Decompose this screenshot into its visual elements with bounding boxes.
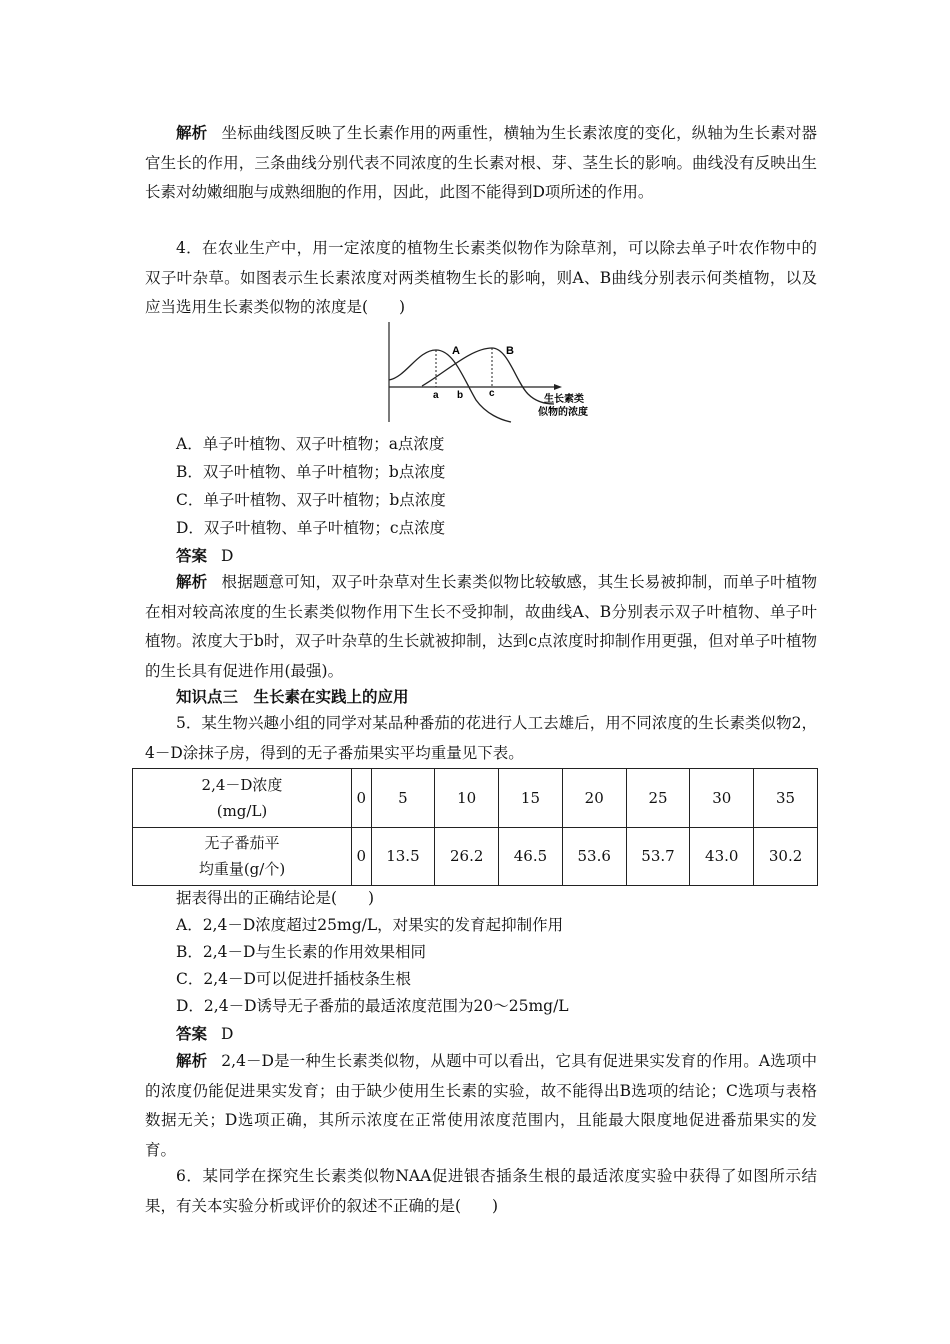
analysis-label: 解析	[176, 572, 208, 591]
auxin-response-figure	[376, 322, 606, 426]
x-axis-label-line1: 生长素类	[544, 394, 584, 405]
table-cell: 5	[371, 769, 435, 828]
row-header-weight: 无子番茄平 均重量(g/个)	[133, 827, 352, 886]
answer-label: 答案	[176, 546, 208, 565]
curve-b-label: B	[506, 345, 514, 357]
q5-analysis	[145, 1046, 817, 1165]
q4-option-c: C．单子叶植物、双子叶植物；b点浓度	[176, 491, 446, 509]
table-cell: 0	[352, 827, 372, 886]
analysis-label: 解析	[176, 123, 208, 142]
table-cell: 35	[754, 769, 818, 828]
table-cell: 53.6	[562, 827, 626, 886]
point-c-label: c	[489, 388, 495, 399]
q4-analysis	[145, 567, 817, 686]
q5-option-d: D．2,4－D诱导无子番茄的最适浓度范围为20～25mg/L	[176, 997, 569, 1015]
analysis-text: 根据题意可知，双子叶杂草对生长素类似物比较敏感，其生长易被抑制，而单子叶植物在相对较高浓度的生长素类似物作用下生长不受抑制，故曲线A、B分别表示双子叶植物、单子叶植物。浓度大于b时，双子叶杂草的生长就被抑制，达到c点浓度时抑制作用更强，但对单子叶植物的生长具有促进作用(最强)。	[145, 573, 817, 680]
table-cell: 25	[626, 769, 690, 828]
curve-b	[422, 348, 554, 404]
table-cell: 30	[690, 769, 754, 828]
q5-option-c: C．2,4－D可以促进扦插枝条生根	[176, 970, 411, 988]
table-cell: 46.5	[499, 827, 563, 886]
q5-option-b: B．2,4－D与生长素的作用效果相同	[176, 943, 426, 961]
q4-option-a: A．单子叶植物、双子叶植物；a点浓度	[176, 435, 445, 453]
x-axis-label-line2: 似物的浓度	[538, 407, 588, 418]
table-cell: 53.7	[626, 827, 690, 886]
table-row	[133, 769, 818, 828]
analysis-label: 解析	[176, 1051, 208, 1070]
analysis-paragraph-top	[145, 118, 817, 208]
q4-option-d: D．双子叶植物、单子叶植物；c点浓度	[176, 519, 446, 537]
section-heading: 知识点三 生长素在实践上的应用	[176, 687, 409, 706]
analysis-text: 2,4－D是一种生长素类似物，从题中可以看出，它具有促进果实发育的作用。A选项中的浓度仍能促进果实发育；由于缺少使用生长素的实验，故不能得出B选项的结论；C选项与表格数据无关；D选项正确，其所示浓度在正常使用浓度范围内，且能最大限度地促进番茄果实的发育。	[145, 1052, 817, 1159]
concentration-weight-table	[132, 768, 818, 886]
analysis-text: 坐标曲线图反映了生长素作用的两重性，横轴为生长素浓度的变化，纵轴为生长素对器官生长的作用，三条曲线分别代表不同浓度的生长素对根、芽、茎生长的影响。曲线没有反映出生长素对幼嫩细胞与成熟细胞的作用，因此，此图不能得到D项所述的作用。	[145, 124, 817, 201]
table-cell: 20	[562, 769, 626, 828]
answer-value: D	[221, 547, 234, 565]
q4-option-b: B．双子叶植物、单子叶植物；b点浓度	[176, 463, 446, 481]
question-5-stem: 5．某生物兴趣小组的同学对某品种番茄的花进行人工去雄后，用不同浓度的生长素类似物2，4－D涂抹子房，得到的无子番茄果实平均重量见下表。	[145, 714, 817, 762]
curve-a-label: A	[452, 345, 460, 357]
answer-value: D	[221, 1025, 234, 1043]
table-cell: 13.5	[371, 827, 435, 886]
table-cell: 0	[352, 769, 372, 828]
question-6-stem: 6．某同学在探究生长素类似物NAA促进银杏插条生根的最适浓度实验中获得了如图所示结果，有关本实验分析或评价的叙述不正确的是( )	[145, 1167, 817, 1215]
table-row	[133, 827, 818, 886]
question-4-stem: 4．在农业生产中，用一定浓度的植物生长素类似物作为除草剂，可以除去单子叶农作物中的双子叶杂草。如图表示生长素浓度对两类植物生长的影响，则A、B曲线分别表示何类植物，以及应当选用生长素类似物的浓度是( )	[145, 239, 817, 316]
answer-label: 答案	[176, 1024, 208, 1043]
q5-option-a: A．2,4－D浓度超过25mg/L，对果实的发育起抑制作用	[176, 916, 564, 934]
table-cell: 15	[499, 769, 563, 828]
table-cell: 26.2	[435, 827, 499, 886]
point-b-label: b	[457, 390, 464, 401]
curve-a	[389, 350, 511, 422]
table-cell: 43.0	[690, 827, 754, 886]
row-header-concentration: 2,4－D浓度 (mg/L)	[133, 769, 352, 828]
table-cell: 30.2	[754, 827, 818, 886]
q5-answer	[176, 1020, 233, 1048]
point-a-label: a	[433, 390, 439, 401]
q4-answer	[176, 542, 233, 570]
auxin-curve-diagram	[376, 322, 606, 426]
q5-question: 据表得出的正确结论是( )	[176, 889, 375, 907]
table-cell: 10	[435, 769, 499, 828]
x-axis-arrow	[554, 384, 562, 390]
